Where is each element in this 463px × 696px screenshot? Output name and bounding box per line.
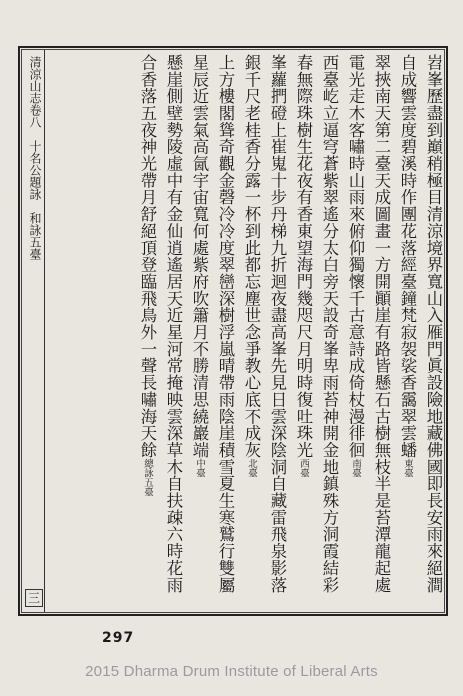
column-note: 西臺 [298,458,309,478]
column-note: 東臺 [402,458,413,478]
column-note: 南臺 [350,458,361,478]
section-title: 十名公題詠 和詠五臺 [28,140,42,260]
page-number: 297 [102,630,135,646]
column-text: 電光走木客嘯時山雨來俯仰獨懷千古意詩成倚杖漫徘徊 [346,54,365,459]
column-text: 合香落五夜神光帶月舒絕頂登臨飛鳥外一聲長嘯海天餘 [138,54,157,459]
column-text: 西臺屹立逼穹蒼紫翠遙分太白旁天設奇峯卑雨苔神開金地鎮殊方洞霞結彩 [320,54,339,594]
poem-text-columns [66,54,446,610]
text-column [186,54,212,610]
text-column [394,54,420,610]
column-text: 翠挾南天第二臺天成圖畫一方開顚崖有路皆懸石古樹無枝半是苔潭龍起處 [372,54,391,594]
column-text: 峯蘿捫磴上崔嵬十步丹梯九折迴夜盡高峯先見日雲深陰洞自藏雷飛泉影落 [268,54,287,594]
column-text: 銀千尺老桂香分露一杯到此都忘塵世念爭教心底不成灰 [242,54,261,459]
text-column [290,54,316,610]
text-column [368,54,394,610]
column-text: 上方樓閣聳奇觀金磬冷冷度翠巒深樹浮嵐晴帶雨陰崖積雪夏生寒鷲行雙屬 [216,54,235,594]
column-note: 北臺 [246,458,257,478]
column-text: 懸崖側壁勢陵虛中有金仙逍遙居天近星河常掩映雲深草木自扶疎六時花雨 [164,54,183,594]
column-text: 岧峯歷盡到巔稍極目清涼境界寬山入雁門眞設險地藏佛國即長安雨來絕澗 [424,54,443,594]
text-column [316,54,342,610]
book-title: 清涼山志卷八 [28,56,42,128]
text-column [264,54,290,610]
text-column [134,54,160,610]
text-column [212,54,238,610]
column-text: 春無際珠樹生花夜有香東望海門幾咫尺月明時復吐珠光 [294,54,313,459]
margin-page-marker: 三 [25,589,43,607]
text-column [160,54,186,610]
text-column [238,54,264,610]
column-text: 自成響雲度碧溪時作團花落經臺鐘梵寂袈裟香靄翠雲蟠 [398,54,417,459]
column-note: 總詠五臺 [142,458,153,497]
text-column [342,54,368,610]
watermark-footer: 2015 Dharma Drum Institute of Liberal Arts [85,663,378,680]
column-text: 星辰近雲氣高氤宇宙寬何處紫府吹簫月不勝清思繞巖端 [190,54,209,459]
margin-text [25,56,43,260]
text-column [420,54,446,610]
column-note: 中臺 [194,458,205,478]
